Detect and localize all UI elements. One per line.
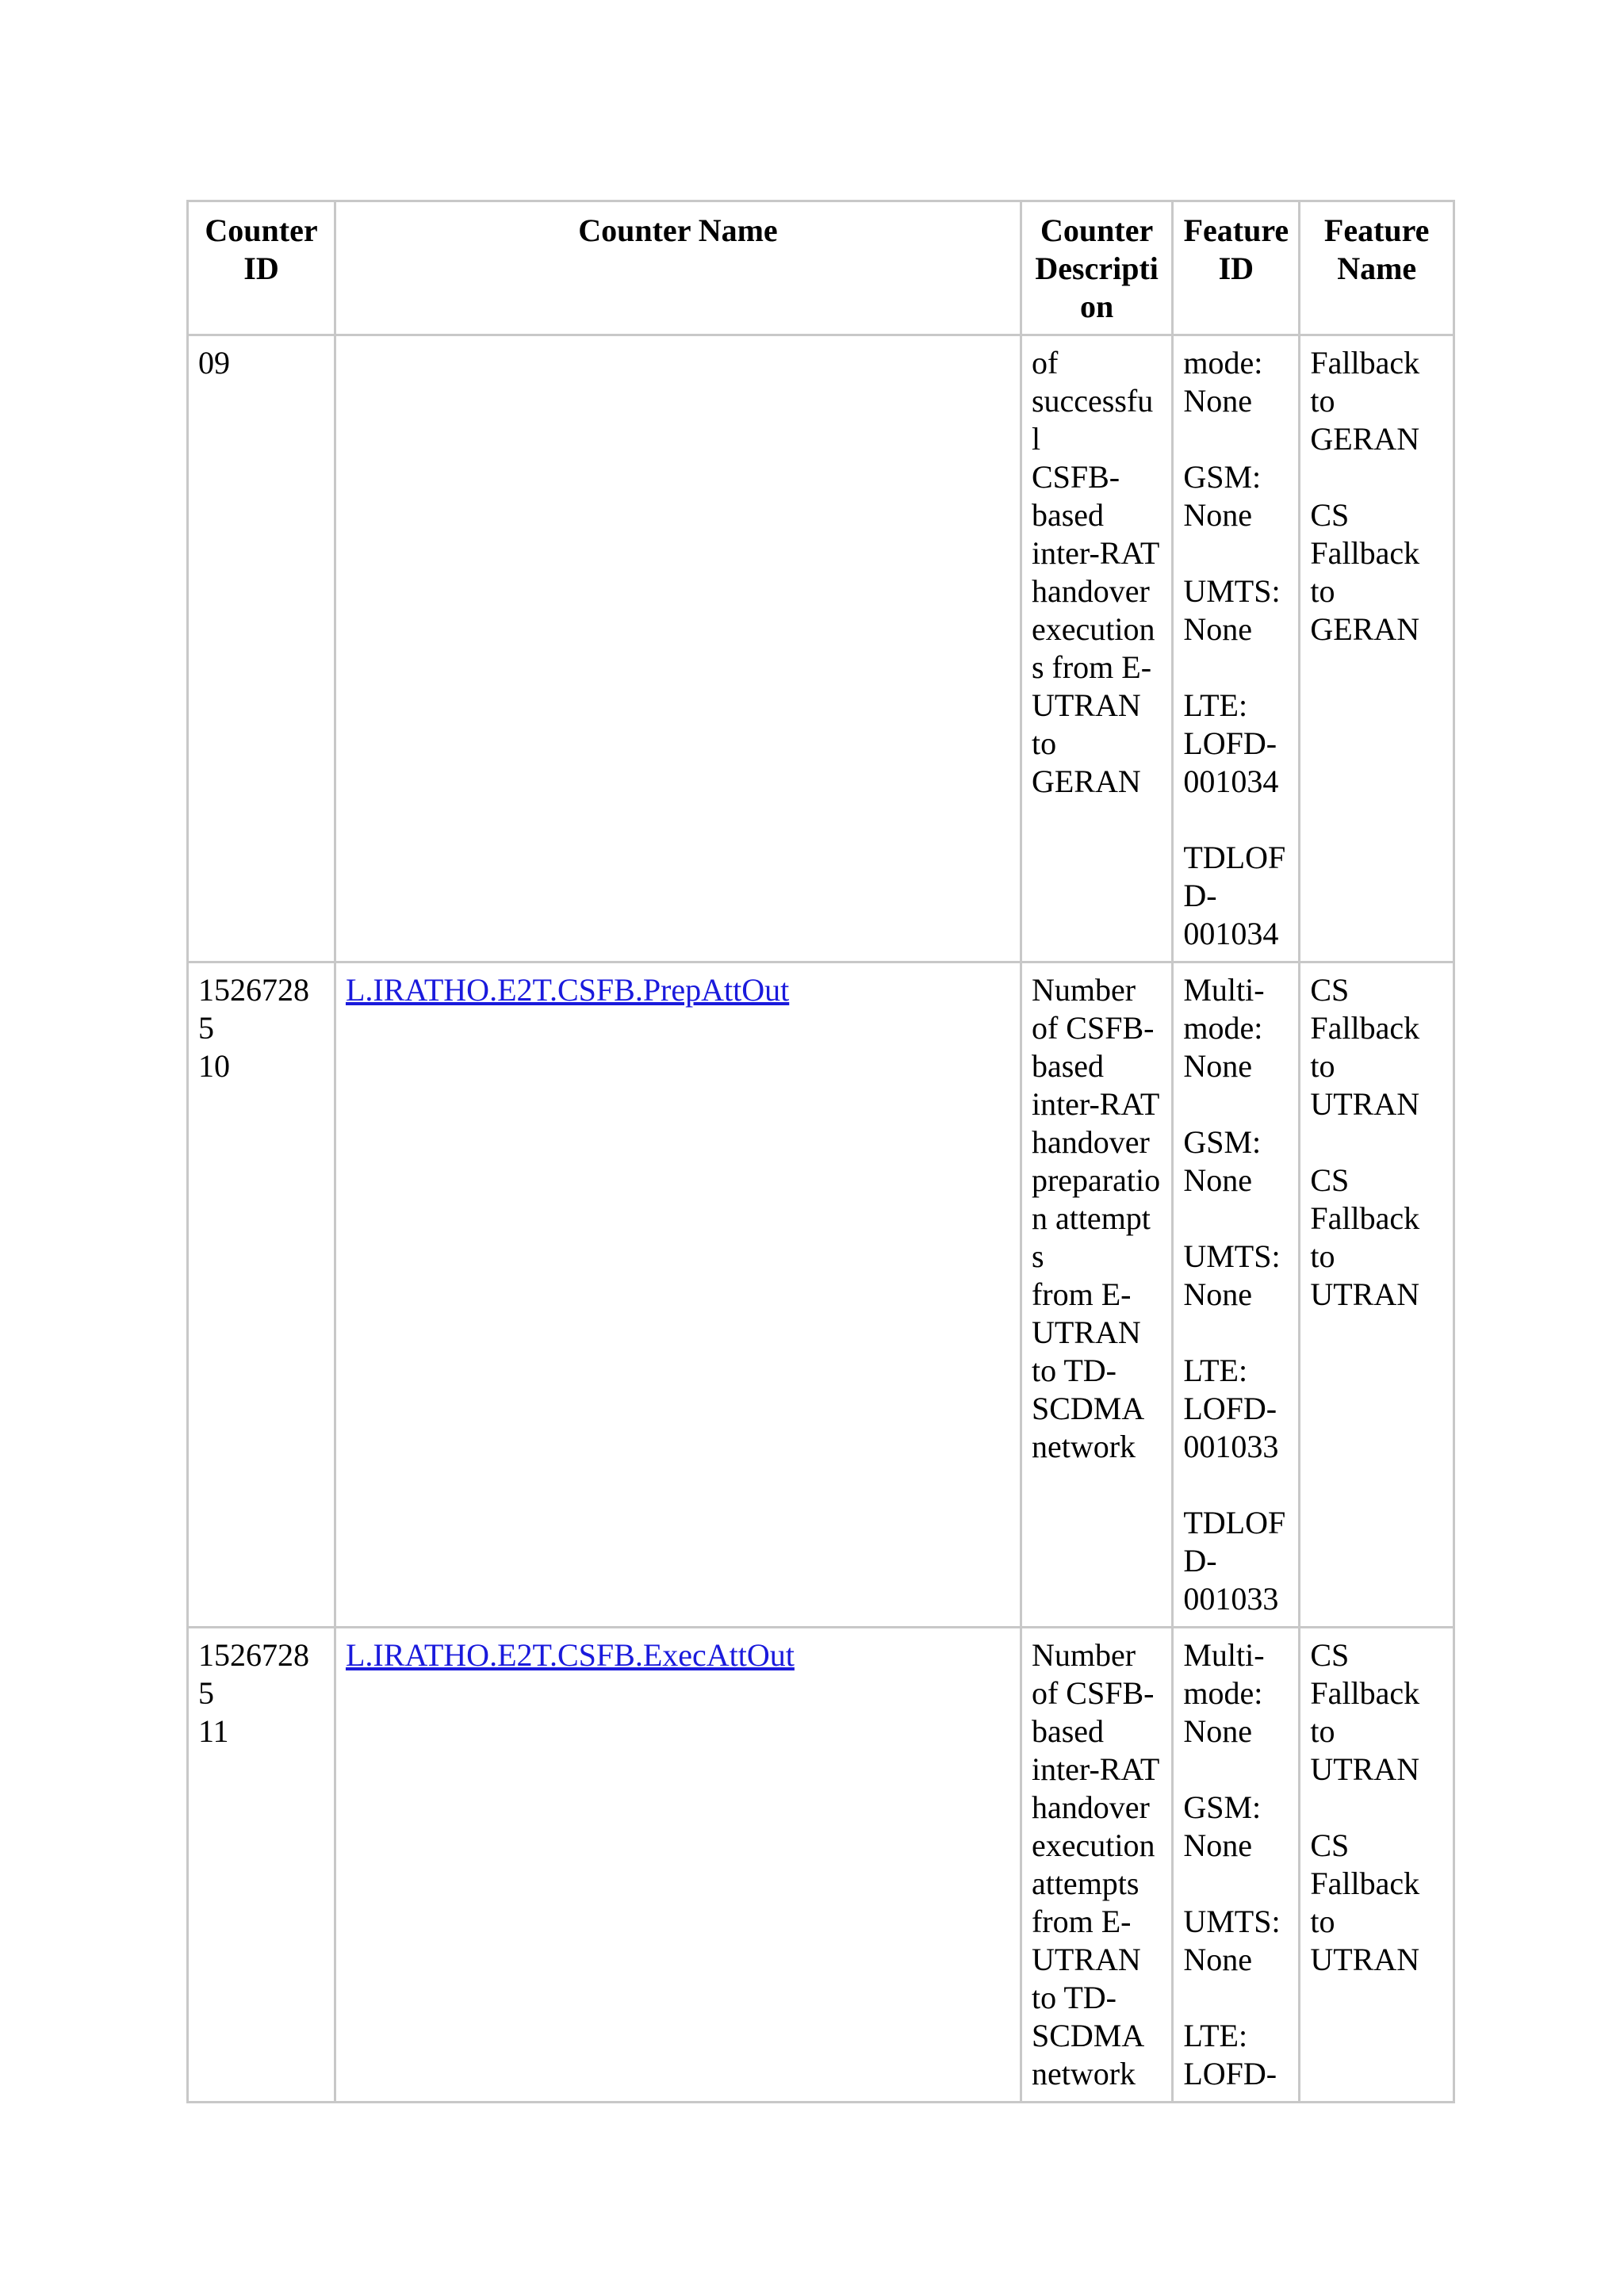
feature-name-entry: CS Fallback to UTRAN — [1310, 1162, 1420, 1312]
feature-id-entry: UMTS: None — [1183, 1238, 1281, 1312]
table-row — [188, 962, 1454, 1628]
feature-id-entry: LTE: LOFD- 001034 — [1183, 687, 1279, 799]
counter-description-cell: Number of CSFB- based inter-RAT handover preparatio n attempts from E- UTRAN to TD- SCDMA network — [1021, 962, 1172, 1628]
feature-name-entry: CS Fallback to UTRAN — [1310, 1637, 1420, 1787]
counter-name-cell — [335, 335, 1021, 962]
feature-id-cell — [1173, 1628, 1300, 2103]
counter-id-cell: 09 — [188, 335, 335, 962]
header-row — [188, 201, 1454, 335]
feature-id-entry: LTE: LOFD- — [1183, 2018, 1277, 2091]
feature-name-cell — [1300, 962, 1454, 1628]
feature-id-entry: GSM: None — [1183, 1124, 1262, 1198]
header-feature-name: Feature Name — [1300, 201, 1454, 335]
feature-id-entry: LTE: LOFD- 001033 — [1183, 1353, 1279, 1464]
counter-id-cell: 15267285 11 — [188, 1628, 335, 2103]
feature-id-entry: UMTS: None — [1183, 1904, 1281, 1977]
feature-id-entry: TDLOF D- 001034 — [1183, 840, 1286, 951]
counter-id-cell: 15267285 10 — [188, 962, 335, 1628]
counter-name-link[interactable]: L.IRATHO.E2T.CSFB.ExecAttOut — [345, 1637, 795, 1673]
feature-id-cell — [1173, 962, 1300, 1628]
feature-id-entry: TDLOF D- 001033 — [1183, 1505, 1286, 1617]
header-counter-id: Counter ID — [188, 201, 335, 335]
feature-name-entry: CS Fallback to UTRAN — [1310, 972, 1420, 1122]
feature-name-cell — [1300, 1628, 1454, 2103]
feature-name-entry: CS Fallback to GERAN — [1310, 497, 1420, 647]
feature-id-entry: UMTS: None — [1183, 573, 1281, 647]
feature-id-entry: GSM: None — [1183, 1789, 1262, 1863]
counter-name-cell — [335, 962, 1021, 1628]
feature-id-entry: Multi- mode: None — [1183, 972, 1265, 1084]
counter-description-cell: of successful CSFB- based inter-RAT handover execution s from E- UTRAN to GERAN — [1021, 335, 1172, 962]
table-row — [188, 1628, 1454, 2103]
counter-name-cell — [335, 1628, 1021, 2103]
counter-table — [186, 200, 1455, 2103]
header-counter-name: Counter Name — [335, 201, 1021, 335]
feature-name-entry: CS Fallback to UTRAN — [1310, 1827, 1420, 1977]
table-row — [188, 335, 1454, 962]
counter-name-link[interactable]: L.IRATHO.E2T.CSFB.PrepAttOut — [345, 972, 790, 1008]
feature-id-entry: GSM: None — [1183, 459, 1262, 533]
feature-id-entry: mode: None — [1183, 345, 1263, 419]
feature-name-entry: Fallback to GERAN — [1310, 345, 1420, 457]
feature-name-cell — [1300, 335, 1454, 962]
feature-id-cell — [1173, 335, 1300, 962]
counter-description-cell: Number of CSFB- based inter-RAT handover execution attempts from E- UTRAN to TD- SCDMA network — [1021, 1628, 1172, 2103]
header-counter-description: Counter Descripti on — [1021, 201, 1172, 335]
header-feature-id: Feature ID — [1173, 201, 1300, 335]
feature-id-entry: Multi- mode: None — [1183, 1637, 1265, 1749]
